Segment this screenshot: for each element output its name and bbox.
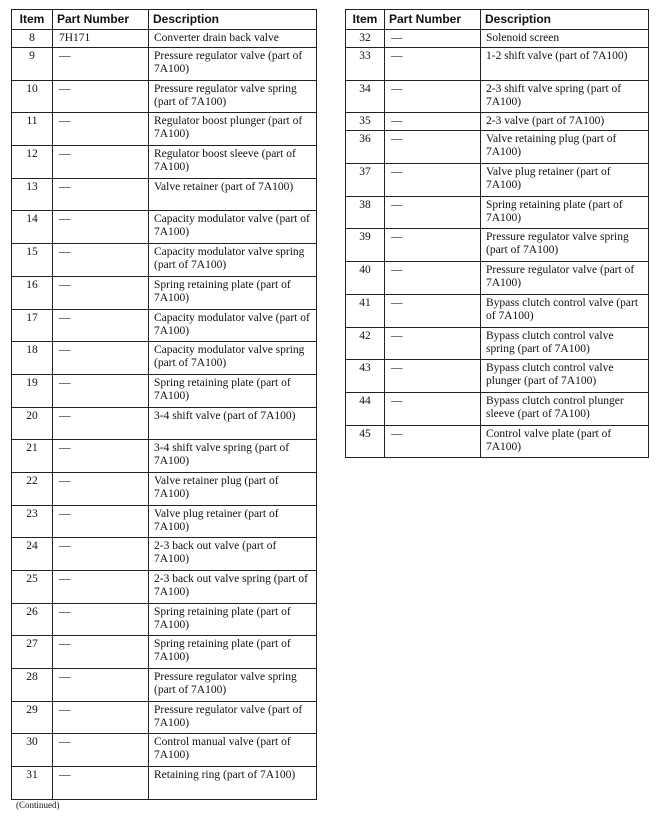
description-cell: 2-3 valve (part of 7A100)	[481, 113, 649, 131]
parts-table-left-body	[12, 30, 317, 800]
item-cell: 32	[346, 30, 385, 48]
part-number-cell: —	[53, 571, 149, 604]
table-row	[346, 327, 649, 360]
item-cell: 19	[12, 374, 53, 407]
description-cell: Valve retainer (part of 7A100)	[149, 178, 317, 211]
description-cell: Control valve plate (part of 7A100)	[481, 425, 649, 458]
description-cell: Pressure regulator valve spring (part of 7A100)	[149, 80, 317, 113]
part-number-cell: —	[385, 360, 481, 393]
item-cell: 10	[12, 80, 53, 113]
part-number-cell: —	[385, 196, 481, 229]
continued-note: (Continued)	[16, 800, 60, 810]
description-cell: Valve retainer plug (part of 7A100)	[149, 472, 317, 505]
description-cell: Spring retaining plate (part of 7A100)	[149, 374, 317, 407]
part-number-cell: —	[385, 425, 481, 458]
table-row	[12, 603, 317, 636]
header-item: Item	[12, 10, 53, 30]
item-cell: 41	[346, 294, 385, 327]
item-cell: 14	[12, 211, 53, 244]
item-cell: 30	[12, 734, 53, 767]
part-number-cell: —	[53, 146, 149, 179]
description-cell: Capacity modulator valve spring (part of 7A100)	[149, 244, 317, 277]
table-row	[346, 229, 649, 262]
item-cell: 36	[346, 131, 385, 164]
table-row	[346, 262, 649, 295]
part-number-cell: —	[53, 472, 149, 505]
table-row	[346, 48, 649, 81]
part-number-cell: —	[53, 178, 149, 211]
description-cell: Capacity modulator valve (part of 7A100)	[149, 211, 317, 244]
table-row	[346, 360, 649, 393]
item-cell: 15	[12, 244, 53, 277]
header-description: Description	[149, 10, 317, 30]
description-cell: 2-3 back out valve spring (part of 7A100)	[149, 571, 317, 604]
item-cell: 29	[12, 701, 53, 734]
item-cell: 13	[12, 178, 53, 211]
part-number-cell: —	[385, 30, 481, 48]
part-number-cell: —	[53, 767, 149, 800]
table-row	[346, 425, 649, 458]
part-number-cell: —	[385, 113, 481, 131]
description-cell: Valve plug retainer (part of 7A100)	[149, 505, 317, 538]
part-number-cell: —	[53, 669, 149, 702]
table-row	[12, 146, 317, 179]
item-cell: 23	[12, 505, 53, 538]
table-header-row	[346, 10, 649, 30]
part-number-cell: —	[53, 440, 149, 473]
table-row	[12, 505, 317, 538]
description-cell: Bypass clutch control plunger sleeve (part of 7A100)	[481, 392, 649, 425]
part-number-cell: —	[385, 229, 481, 262]
description-cell: Bypass clutch control valve plunger (part of 7A100)	[481, 360, 649, 393]
parts-table-right	[345, 9, 649, 458]
item-cell: 34	[346, 80, 385, 113]
table-row	[346, 80, 649, 113]
item-cell: 21	[12, 440, 53, 473]
table-row	[12, 767, 317, 800]
item-cell: 28	[12, 669, 53, 702]
table-row	[12, 374, 317, 407]
part-number-cell: —	[53, 276, 149, 309]
description-cell: Converter drain back valve	[149, 30, 317, 48]
item-cell: 26	[12, 603, 53, 636]
item-cell: 37	[346, 164, 385, 197]
header-part-number: Part Number	[385, 10, 481, 30]
part-number-cell: —	[53, 734, 149, 767]
item-cell: 22	[12, 472, 53, 505]
table-row	[12, 701, 317, 734]
item-cell: 38	[346, 196, 385, 229]
part-number-cell: —	[385, 80, 481, 113]
part-number-cell: —	[385, 392, 481, 425]
table-row	[12, 342, 317, 375]
item-cell: 12	[12, 146, 53, 179]
description-cell: Retaining ring (part of 7A100)	[149, 767, 317, 800]
table-row	[12, 440, 317, 473]
description-cell: 1-2 shift valve (part of 7A100)	[481, 48, 649, 81]
part-number-cell: —	[385, 48, 481, 81]
item-cell: 9	[12, 48, 53, 81]
item-cell: 40	[346, 262, 385, 295]
part-number-cell: —	[385, 327, 481, 360]
description-cell: Valve retaining plug (part of 7A100)	[481, 131, 649, 164]
part-number-cell: —	[53, 309, 149, 342]
description-cell: Spring retaining plate (part of 7A100)	[149, 276, 317, 309]
part-number-cell: —	[53, 80, 149, 113]
part-number-cell: —	[385, 164, 481, 197]
table-row	[12, 113, 317, 146]
part-number-cell: —	[53, 211, 149, 244]
description-cell: Regulator boost plunger (part of 7A100)	[149, 113, 317, 146]
description-cell: Spring retaining plate (part of 7A100)	[481, 196, 649, 229]
description-cell: 3-4 shift valve spring (part of 7A100)	[149, 440, 317, 473]
item-cell: 42	[346, 327, 385, 360]
description-cell: 2-3 shift valve spring (part of 7A100)	[481, 80, 649, 113]
description-cell: 3-4 shift valve (part of 7A100)	[149, 407, 317, 440]
parts-table-left	[11, 9, 317, 800]
part-number-cell: —	[53, 407, 149, 440]
table-row	[12, 211, 317, 244]
item-cell: 43	[346, 360, 385, 393]
item-cell: 20	[12, 407, 53, 440]
table-row	[12, 636, 317, 669]
item-cell: 27	[12, 636, 53, 669]
part-number-cell: —	[53, 505, 149, 538]
description-cell: Bypass clutch control valve spring (part of 7A100)	[481, 327, 649, 360]
part-number-cell: —	[53, 113, 149, 146]
item-cell: 24	[12, 538, 53, 571]
table-row	[12, 669, 317, 702]
header-item: Item	[346, 10, 385, 30]
table-row	[12, 472, 317, 505]
item-cell: 18	[12, 342, 53, 375]
parts-table-right-body	[346, 30, 649, 458]
table-row	[12, 30, 317, 48]
table-row	[346, 30, 649, 48]
item-cell: 11	[12, 113, 53, 146]
description-cell: Pressure regulator valve (part of 7A100)	[149, 701, 317, 734]
description-cell: 2-3 back out valve (part of 7A100)	[149, 538, 317, 571]
description-cell: Pressure regulator valve spring (part of 7A100)	[149, 669, 317, 702]
part-number-cell: —	[53, 48, 149, 81]
table-row	[12, 178, 317, 211]
table-row	[346, 196, 649, 229]
table-row	[346, 164, 649, 197]
table-row	[12, 571, 317, 604]
part-number-cell: —	[53, 244, 149, 277]
table-header-row	[12, 10, 317, 30]
item-cell: 39	[346, 229, 385, 262]
part-number-cell: —	[385, 294, 481, 327]
table-row	[12, 538, 317, 571]
item-cell: 8	[12, 30, 53, 48]
item-cell: 45	[346, 425, 385, 458]
header-part-number: Part Number	[53, 10, 149, 30]
item-cell: 35	[346, 113, 385, 131]
part-number-cell: —	[53, 374, 149, 407]
part-number-cell: —	[53, 603, 149, 636]
table-row	[12, 244, 317, 277]
description-cell: Spring retaining plate (part of 7A100)	[149, 636, 317, 669]
table-row	[12, 48, 317, 81]
description-cell: Solenoid screen	[481, 30, 649, 48]
part-number-cell: —	[53, 701, 149, 734]
part-number-cell: —	[53, 636, 149, 669]
item-cell: 33	[346, 48, 385, 81]
table-row	[12, 80, 317, 113]
part-number-cell: —	[385, 262, 481, 295]
table-row	[346, 392, 649, 425]
table-row	[12, 407, 317, 440]
table-row	[346, 113, 649, 131]
part-number-cell: —	[53, 538, 149, 571]
item-cell: 17	[12, 309, 53, 342]
description-cell: Spring retaining plate (part of 7A100)	[149, 603, 317, 636]
item-cell: 16	[12, 276, 53, 309]
part-number-cell: —	[53, 342, 149, 375]
item-cell: 44	[346, 392, 385, 425]
description-cell: Capacity modulator valve (part of 7A100)	[149, 309, 317, 342]
description-cell: Capacity modulator valve spring (part of 7A100)	[149, 342, 317, 375]
description-cell: Pressure regulator valve (part of 7A100)	[149, 48, 317, 81]
part-number-cell: 7H171	[53, 30, 149, 48]
item-cell: 25	[12, 571, 53, 604]
description-cell: Control manual valve (part of 7A100)	[149, 734, 317, 767]
header-description: Description	[481, 10, 649, 30]
description-cell: Regulator boost sleeve (part of 7A100)	[149, 146, 317, 179]
table-row	[346, 131, 649, 164]
description-cell: Bypass clutch control valve (part of 7A100)	[481, 294, 649, 327]
table-row	[12, 276, 317, 309]
description-cell: Pressure regulator valve (part of 7A100)	[481, 262, 649, 295]
item-cell: 31	[12, 767, 53, 800]
description-cell: Valve plug retainer (part of 7A100)	[481, 164, 649, 197]
table-row	[12, 309, 317, 342]
part-number-cell: —	[385, 131, 481, 164]
description-cell: Pressure regulator valve spring (part of 7A100)	[481, 229, 649, 262]
table-row	[12, 734, 317, 767]
table-row	[346, 294, 649, 327]
